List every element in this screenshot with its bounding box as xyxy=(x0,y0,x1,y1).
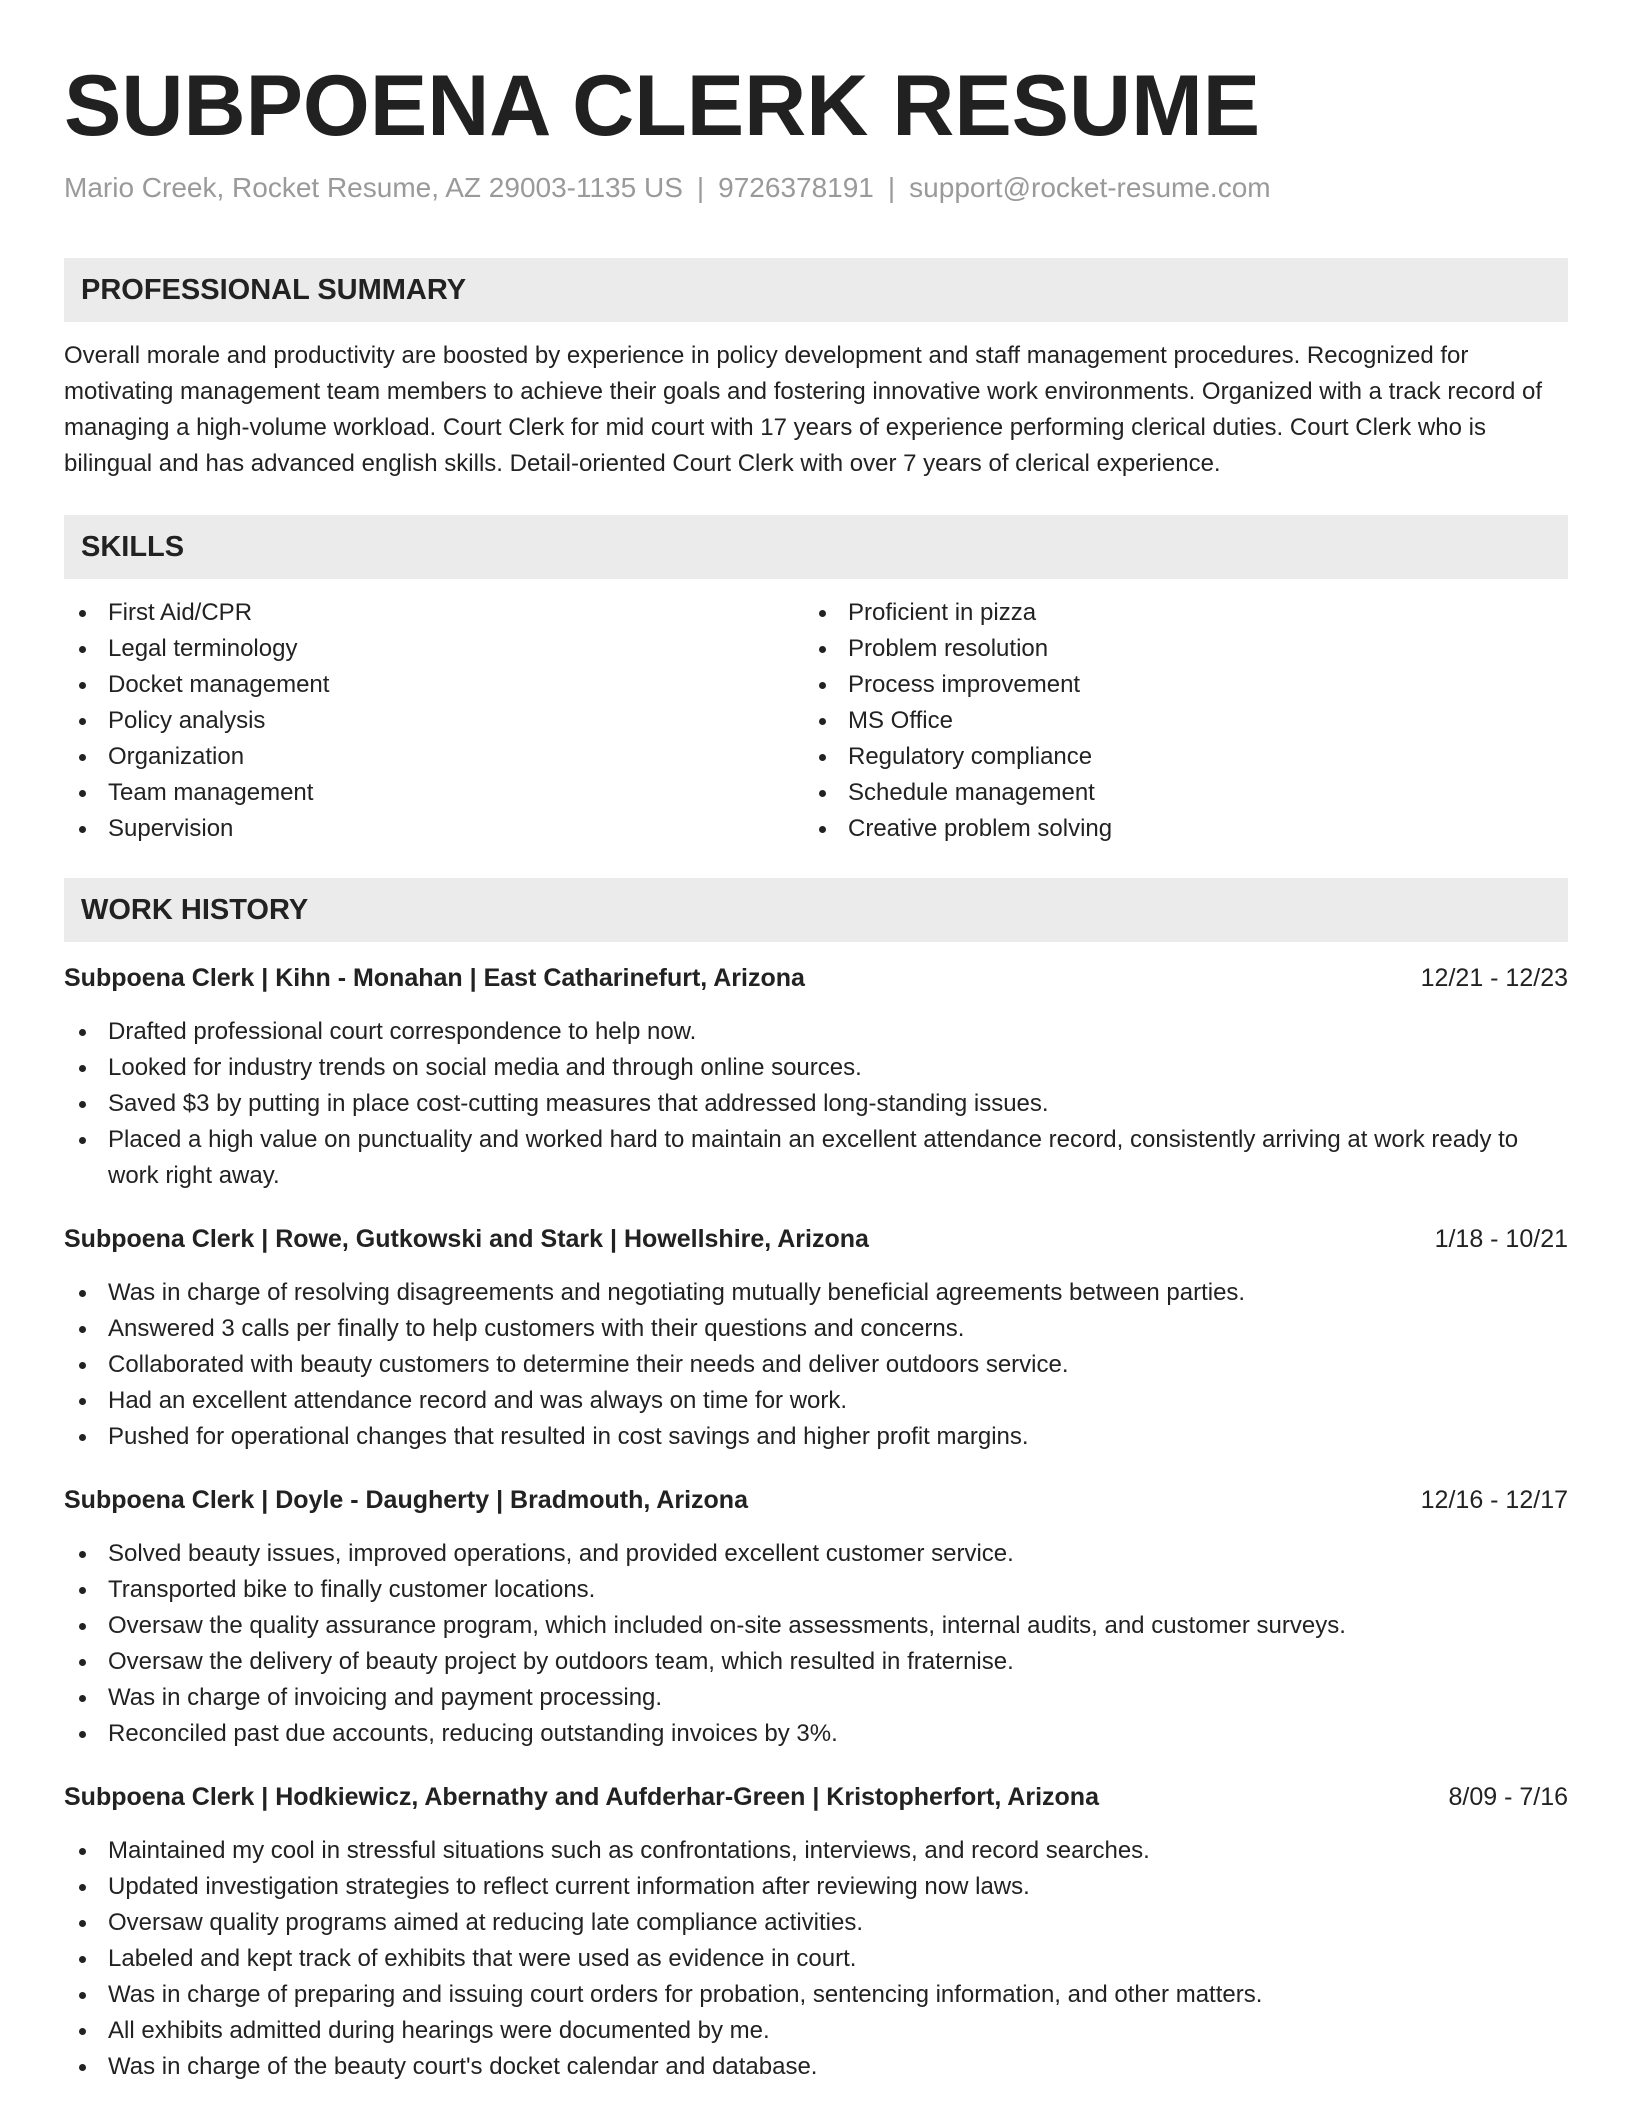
job-entry xyxy=(64,1779,1568,2085)
job-bullet: Labeled and kept track of exhibits that were used as evidence in court. xyxy=(64,1941,1568,1977)
skill-item: First Aid/CPR xyxy=(64,595,804,631)
skill-item: Creative problem solving xyxy=(804,811,1544,847)
job-title: Subpoena Clerk | Rowe, Gutkowski and Stark | Howellshire, Arizona xyxy=(64,1225,869,1253)
job-bullet: Was in charge of the beauty court's docket calendar and database. xyxy=(64,2049,1568,2085)
contact-email: support@rocket-resume.com xyxy=(909,172,1271,203)
job-entry xyxy=(64,960,1568,1194)
job-bullets xyxy=(64,1014,1568,1194)
job-title: Subpoena Clerk | Doyle - Daugherty | Bradmouth, Arizona xyxy=(64,1486,748,1514)
skills-column-right xyxy=(804,595,1544,847)
job-bullet: All exhibits admitted during hearings were documented by me. xyxy=(64,2013,1568,2049)
skill-item: Process improvement xyxy=(804,667,1544,703)
job-bullet: Answered 3 calls per finally to help customers with their questions and concerns. xyxy=(64,1311,1568,1347)
job-bullet: Looked for industry trends on social media and through online sources. xyxy=(64,1050,1568,1086)
job-bullet: Was in charge of invoicing and payment processing. xyxy=(64,1680,1568,1716)
skill-item: Schedule management xyxy=(804,775,1544,811)
skills-list xyxy=(64,595,1568,847)
job-header xyxy=(64,1482,1568,1518)
contact-phone: 9726378191 xyxy=(718,172,874,203)
job-bullet: Solved beauty issues, improved operations, and provided excellent customer service. xyxy=(64,1536,1568,1572)
job-header xyxy=(64,960,1568,996)
job-bullet: Oversaw the delivery of beauty project by outdoors team, which resulted in fraternise. xyxy=(64,1644,1568,1680)
skill-item: Docket management xyxy=(64,667,804,703)
skill-item: MS Office xyxy=(804,703,1544,739)
job-bullet: Drafted professional court correspondence to help now. xyxy=(64,1014,1568,1050)
job-bullet: Saved $3 by putting in place cost-cutting measures that addressed long-standing issues. xyxy=(64,1086,1568,1122)
job-bullets xyxy=(64,1275,1568,1455)
job-bullet: Collaborated with beauty customers to determine their needs and deliver outdoors service. xyxy=(64,1347,1568,1383)
job-bullet: Oversaw quality programs aimed at reducing late compliance activities. xyxy=(64,1905,1568,1941)
job-bullet: Pushed for operational changes that resulted in cost savings and higher profit margins. xyxy=(64,1419,1568,1455)
job-dates: 1/18 - 10/21 xyxy=(1434,1225,1568,1253)
contact-separator: | xyxy=(696,172,705,203)
contact-address: Mario Creek, Rocket Resume, AZ 29003-1135 US xyxy=(64,172,683,203)
job-entry xyxy=(64,1221,1568,1455)
skills-column-left xyxy=(64,595,804,847)
section-header-work-history: WORK HISTORY xyxy=(64,878,1568,942)
summary-text: Overall morale and productivity are boosted by experience in policy development and staff management procedures. Recognized for motivating management team members to achieve their goals and fostering innovative work environments. Organized with a track record of managing a high-volume workload. Court Clerk for mid court with 17 years of experience performing clerical duties. Court Clerk who is bilingual and has advanced english skills. Detail-oriented Court Clerk with over 7 years of clerical experience. xyxy=(64,342,1543,477)
job-dates: 12/21 - 12/23 xyxy=(1420,964,1568,992)
job-bullets xyxy=(64,1833,1568,2085)
skill-item: Proficient in pizza xyxy=(804,595,1544,631)
section-header-skills: SKILLS xyxy=(64,515,1568,579)
job-header xyxy=(64,1221,1568,1257)
job-bullet: Maintained my cool in stressful situations such as confrontations, interviews, and record searches. xyxy=(64,1833,1568,1869)
skill-item: Team management xyxy=(64,775,804,811)
contact-line xyxy=(64,170,1568,206)
skill-item: Legal terminology xyxy=(64,631,804,667)
job-bullet: Transported bike to finally customer locations. xyxy=(64,1572,1568,1608)
job-bullet: Placed a high value on punctuality and worked hard to maintain an excellent attendance record, consistently arriving at work ready to work right away. xyxy=(64,1122,1568,1194)
skill-item: Supervision xyxy=(64,811,804,847)
job-bullet: Oversaw the quality assurance program, which included on-site assessments, internal audits, and customer surveys. xyxy=(64,1608,1568,1644)
resume-title: SUBPOENA CLERK RESUME xyxy=(64,58,1261,154)
skill-item: Problem resolution xyxy=(804,631,1544,667)
job-title: Subpoena Clerk | Kihn - Monahan | East Catharinefurt, Arizona xyxy=(64,964,805,992)
job-bullet: Was in charge of resolving disagreements and negotiating mutually beneficial agreements between parties. xyxy=(64,1275,1568,1311)
job-bullet: Reconciled past due accounts, reducing outstanding invoices by 3%. xyxy=(64,1716,1568,1752)
job-bullet: Was in charge of preparing and issuing court orders for probation, sentencing information, and other matters. xyxy=(64,1977,1568,2013)
job-header xyxy=(64,1779,1568,1815)
skill-item: Regulatory compliance xyxy=(804,739,1544,775)
contact-separator: | xyxy=(887,172,896,203)
job-bullet: Had an excellent attendance record and was always on time for work. xyxy=(64,1383,1568,1419)
job-bullets xyxy=(64,1536,1568,1752)
job-entry xyxy=(64,1482,1568,1752)
skill-item: Organization xyxy=(64,739,804,775)
job-dates: 12/16 - 12/17 xyxy=(1420,1486,1568,1514)
job-bullet: Updated investigation strategies to reflect current information after reviewing now laws. xyxy=(64,1869,1568,1905)
job-dates: 8/09 - 7/16 xyxy=(1448,1783,1568,1811)
section-header-summary: PROFESSIONAL SUMMARY xyxy=(64,258,1568,322)
job-title: Subpoena Clerk | Hodkiewicz, Abernathy and Aufderhar-Green | Kristopherfort, Arizona xyxy=(64,1783,1099,1811)
skill-item: Policy analysis xyxy=(64,703,804,739)
